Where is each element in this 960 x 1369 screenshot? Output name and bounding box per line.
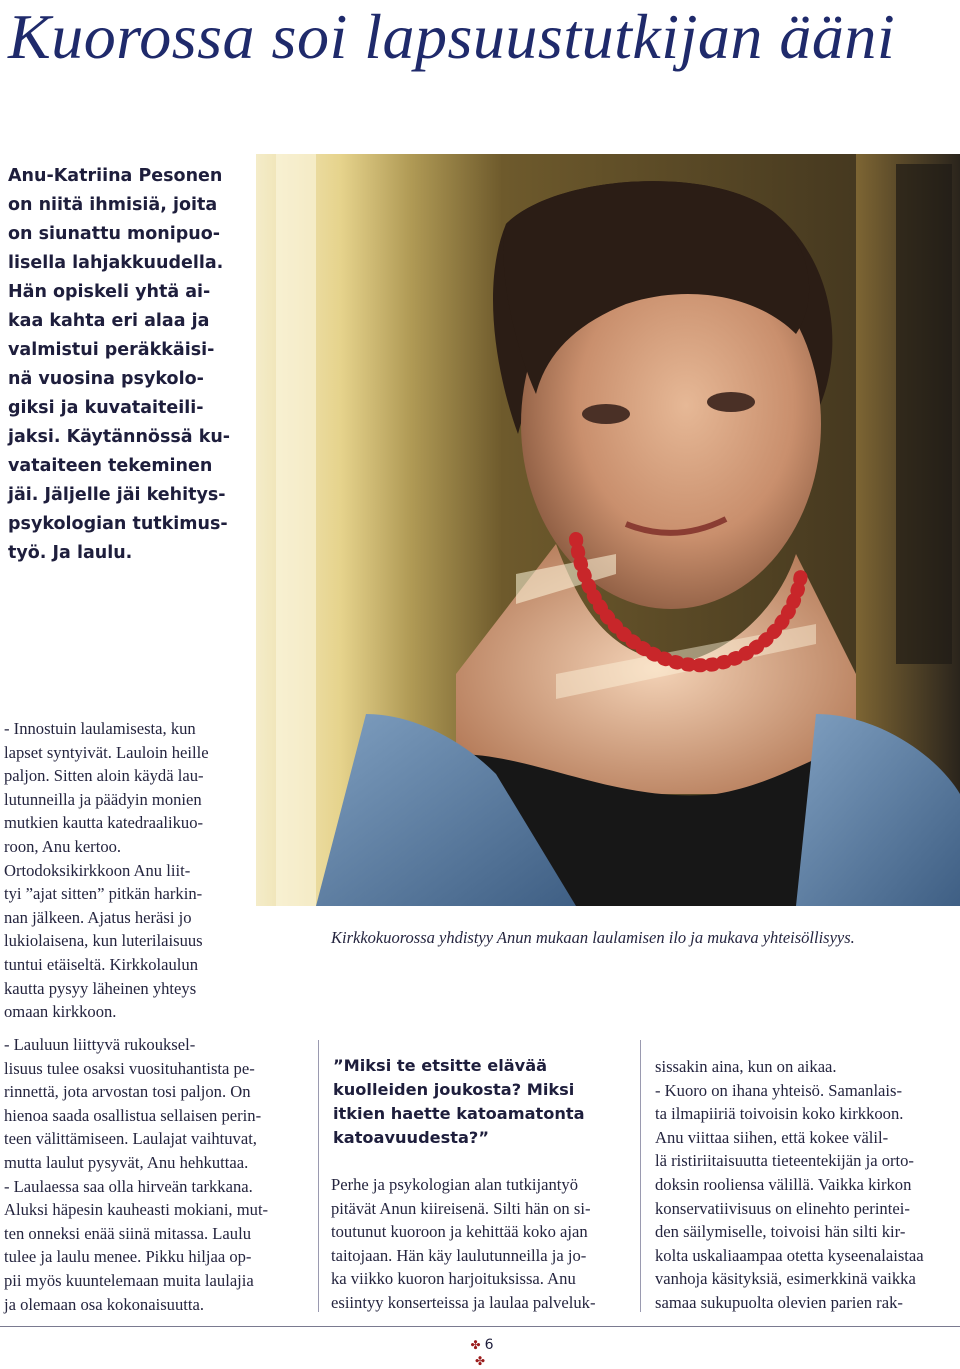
article-title: Kuorossa soi lapsuustutkijan ääni <box>8 1 896 72</box>
lead-line: psykologian tutkimus- <box>8 514 228 534</box>
text-line: tuntui etäiseltä. Kirkkolaulun <box>4 954 199 974</box>
text-line: lukiolaisena, kun luterilaisuus <box>4 931 203 951</box>
text-line: sissakin aina, kun on aikaa. <box>655 1057 837 1076</box>
text-line: Aluksi häpesin kauheasti mokiani, mut- <box>4 1200 269 1220</box>
ornament-icon: ✤ <box>474 1354 486 1368</box>
text-line: mutkien kautta katedraalikuo- <box>4 813 204 833</box>
quote-line: kuolleiden joukosta? Miksi <box>333 1080 575 1099</box>
text-line: teen välittämiseen. Laulajat vaihtuvat, <box>4 1129 257 1149</box>
page-number-text: 6 <box>484 1337 494 1353</box>
text-line: omaan kirkkoon. <box>4 1002 117 1022</box>
lead-line: nä vuosina psykolo- <box>8 369 204 389</box>
text-line: kolta uskaliaampaa otetta kyseenalaistaa <box>655 1245 924 1265</box>
quote-line: ”Miksi te etsitte elävää <box>333 1056 548 1075</box>
lead-line: kaa kahta eri alaa ja <box>8 311 210 331</box>
lead-line: on siunattu monipuo- <box>8 224 220 244</box>
footer-rule <box>0 1326 960 1327</box>
text-line: paljon. Sitten aloin käydä lau- <box>4 766 204 786</box>
text-line: lapset syntyivät. Lauloin heille <box>4 742 209 762</box>
left-column-upper <box>4 717 254 1024</box>
text-line: tulee ja laulu menee. Pikku hiljaa op- <box>4 1247 252 1267</box>
text-line: tyi ”ajat sitten” pitkän harkin- <box>4 884 203 904</box>
text-line: roon, Anu kertoo. <box>4 836 122 856</box>
page-number <box>455 1337 505 1369</box>
lead-line: Hän opiskeli yhtä ai- <box>8 282 211 302</box>
column-divider <box>640 1040 641 1312</box>
portrait-photo <box>256 154 960 906</box>
text-line: lutunneilla ja päädyin monien <box>4 789 202 809</box>
photo-caption: Kirkkokuorossa yhdistyy Anun mukaan laulamisen ilo ja mukava yhteisöllisyys. <box>331 928 855 947</box>
text-line: - Kuoro on ihana yhteisö. Samanlais- <box>655 1080 903 1100</box>
text-line: mutta laulut pysyvät, Anu hehkuttaa. <box>4 1152 249 1172</box>
text-line: Ortodoksikirkkoon Anu liit- <box>4 860 191 880</box>
right-column <box>655 1055 955 1315</box>
lead-line: on niitä ihmisiä, joita <box>8 195 218 215</box>
text-line: kautta pysyy läheinen yhteys <box>4 978 197 998</box>
middle-column <box>331 1173 631 1315</box>
text-line: nan jälkeen. Ajatus heräsi jo <box>4 907 192 927</box>
text-line: konservatiivisuus on elinehto perintei- <box>655 1198 910 1218</box>
text-line: pitävät Anun kiireisenä. Silti hän on si- <box>331 1198 591 1218</box>
text-line: esiintyy konserteissa ja laulaa palveluk- <box>331 1292 596 1312</box>
quote-line: katoavuudesta?” <box>333 1128 489 1147</box>
text-line: toutunut kuoroon ja kehittää koko ajan <box>331 1222 588 1242</box>
text-line: samaa sukupuolta olevien parien rak- <box>655 1292 903 1312</box>
text-line: taitojaan. Hän käy laulutunneilla ja jo- <box>331 1245 587 1265</box>
text-line: Perhe ja psykologian alan tutkijantyö <box>331 1175 579 1194</box>
text-line: ten onneksi enää siinä mitassa. Laulu <box>4 1223 251 1243</box>
text-line: ka viikko kuoron harjoituksissa. Anu <box>331 1269 576 1289</box>
lead-line: lisella lahjakkuudella. <box>8 253 224 273</box>
text-line: Anu viittaa siihen, että kokee välil- <box>655 1127 889 1147</box>
lead-line: jäi. Jäljelle jäi kehitys- <box>8 485 226 505</box>
lead-line: valmistui peräkkäisi- <box>8 340 215 360</box>
text-line: den säilymiselle, toivoisi hän silti kir- <box>655 1222 906 1242</box>
column-divider <box>318 1040 319 1312</box>
text-line: pii myös kuuntelemaan muita laulajia <box>4 1270 254 1290</box>
left-column-lower <box>4 1033 301 1316</box>
text-line: rinnettä, jota arvostan tosi paljon. On <box>4 1082 251 1102</box>
text-line: lisuus tulee osaksi vuosituhantista pe- <box>4 1058 255 1078</box>
ornament-icon: ✤ <box>470 1338 481 1352</box>
lead-line: Anu-Katriina Pesonen <box>8 166 223 186</box>
lead-line: vataiteen tekeminen <box>8 456 213 476</box>
lead-line: giksi ja kuvataiteili- <box>8 398 204 418</box>
lead-line: jaksi. Käytännössä ku- <box>8 427 231 447</box>
text-line: hienoa saada osallistua sellaisen perin- <box>4 1105 262 1125</box>
quote-line: itkien haette katoamatonta <box>333 1104 585 1123</box>
text-line: vanhoja käsityksiä, esimerkkinä vaikka <box>655 1269 916 1289</box>
text-line: doksin rooliensa välillä. Vaikka kirkon <box>655 1174 912 1194</box>
lead-paragraph <box>8 162 258 568</box>
pull-quote <box>333 1054 623 1150</box>
text-line: - Lauluun liittyvä rukouksel- <box>4 1035 196 1054</box>
text-line: - Innostuin laulamisesta, kun <box>4 719 196 738</box>
text-line: ja olemaan osa kokonaisuutta. <box>4 1294 204 1314</box>
text-line: ta ilmapiiriä toivoisin koko kirkkoon. <box>655 1104 904 1124</box>
text-line: lä ristiriitaisuutta tieteentekijän ja orto- <box>655 1151 914 1171</box>
text-line: - Laulaessa saa olla hirveän tarkkana. <box>4 1176 253 1196</box>
lead-line: työ. Ja laulu. <box>8 543 133 563</box>
